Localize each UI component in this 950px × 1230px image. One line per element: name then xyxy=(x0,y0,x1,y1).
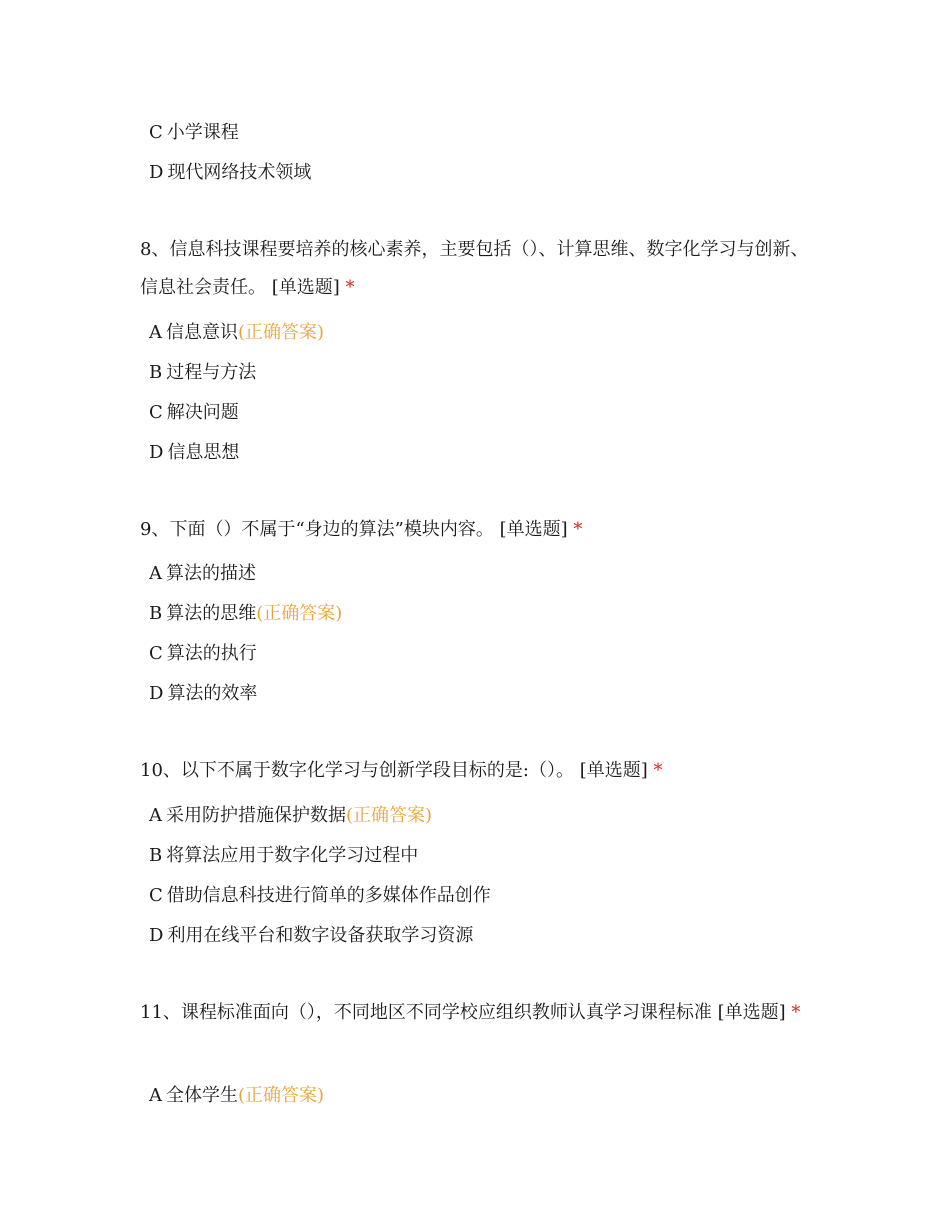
question-stem: 8、信息科技课程要培养的核心素养，主要包括（）、计算思维、数字化学习与创新、信息社会责任。 xyxy=(140,239,809,298)
required-mark: * xyxy=(345,277,355,298)
correct-answer-label: (正确答案) xyxy=(346,805,433,826)
q10-option-a[interactable] xyxy=(149,804,432,828)
question-9 xyxy=(140,511,820,549)
q8-option-d[interactable] xyxy=(149,441,239,465)
option-text: 信息意识 xyxy=(166,322,238,343)
option-text: 采用防护措施保护数据 xyxy=(166,805,346,826)
question-stem: 11、课程标准面向（），不同地区不同学校应组织教师认真学习课程标准 xyxy=(140,1002,712,1023)
question-type-tag: [单选题] xyxy=(579,760,648,781)
option-text: 算法的思维 xyxy=(166,603,257,624)
option-letter: C xyxy=(149,885,163,906)
q10-option-c[interactable] xyxy=(149,884,491,908)
q10-option-b[interactable] xyxy=(149,844,418,868)
q9-option-d[interactable] xyxy=(149,682,257,706)
q8-option-a[interactable] xyxy=(149,321,324,345)
q11-option-a[interactable] xyxy=(149,1084,324,1108)
option-letter: A xyxy=(149,563,162,584)
question-stem: 10、以下不属于数字化学习与创新学段目标的是:（）。 xyxy=(140,760,574,781)
correct-answer-label: (正确答案) xyxy=(256,603,343,624)
option-d-prev[interactable] xyxy=(149,161,311,185)
q10-option-d[interactable] xyxy=(149,924,473,948)
option-text: 全体学生 xyxy=(166,1085,238,1106)
question-type-tag: [单选题] xyxy=(271,277,340,298)
option-letter: A xyxy=(149,805,162,826)
q8-option-b[interactable] xyxy=(149,361,256,385)
option-c-prev[interactable] xyxy=(149,121,239,145)
option-text: 信息思想 xyxy=(167,442,240,463)
question-10 xyxy=(140,752,820,790)
option-text: 小学课程 xyxy=(166,122,239,143)
q9-option-b[interactable] xyxy=(149,602,342,626)
option-letter: A xyxy=(149,1085,162,1106)
required-mark: * xyxy=(791,1002,801,1023)
question-text xyxy=(140,752,820,790)
option-text: 算法的效率 xyxy=(167,683,258,704)
required-mark: * xyxy=(573,519,583,540)
q8-option-c[interactable] xyxy=(149,401,239,425)
option-letter: B xyxy=(149,603,163,624)
correct-answer-label: (正确答案) xyxy=(238,1085,325,1106)
question-text xyxy=(140,994,820,1032)
option-letter: C xyxy=(149,402,163,423)
option-text: 算法的描述 xyxy=(166,563,256,584)
option-letter: A xyxy=(149,322,162,343)
option-letter: C xyxy=(149,643,163,664)
option-letter: B xyxy=(149,845,163,866)
question-stem: 9、下面（）不属于“身边的算法”模块内容。 xyxy=(140,519,494,540)
correct-answer-label: (正确答案) xyxy=(238,322,325,343)
option-letter: D xyxy=(149,925,164,946)
required-mark: * xyxy=(653,760,663,781)
q9-option-c[interactable] xyxy=(149,642,257,666)
option-text: 借助信息科技进行简单的多媒体作品创作 xyxy=(166,885,491,906)
option-text: 现代网络技术领域 xyxy=(167,162,312,183)
option-text: 算法的执行 xyxy=(166,643,257,664)
question-8 xyxy=(140,231,820,307)
option-letter: D xyxy=(149,442,164,463)
question-type-tag: [单选题] xyxy=(717,1002,786,1023)
question-text xyxy=(140,231,820,307)
question-text xyxy=(140,511,820,549)
option-letter: B xyxy=(149,362,163,383)
q9-option-a[interactable] xyxy=(149,562,256,586)
question-type-tag: [单选题] xyxy=(499,519,568,540)
option-letter: D xyxy=(149,162,164,183)
option-letter: D xyxy=(149,683,164,704)
option-text: 解决问题 xyxy=(166,402,239,423)
question-11 xyxy=(140,994,820,1032)
option-text: 过程与方法 xyxy=(166,362,257,383)
option-text: 将算法应用于数字化学习过程中 xyxy=(166,845,419,866)
option-text: 利用在线平台和数字设备获取学习资源 xyxy=(167,925,474,946)
option-letter: C xyxy=(149,122,163,143)
